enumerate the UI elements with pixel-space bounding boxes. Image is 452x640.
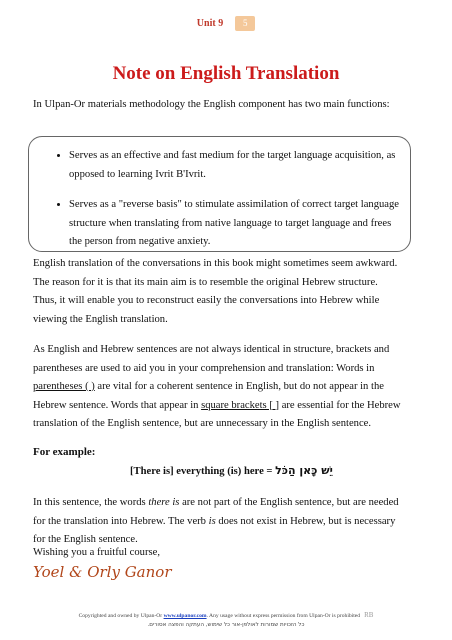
parentheses-term: parentheses ( ) [33,381,95,392]
copyright-line [0,611,452,619]
intro-paragraph: In Ulpan-Or materials methodology the English component has two main functions: [33,99,390,110]
square-brackets-term: square brackets [ ] [201,399,280,411]
page-footer [0,611,452,628]
page-title: Note on English Translation [112,63,340,84]
list-item: • Serves as an effective and fast medium for the target language acquisition, as opposed to learning Ivrit B'Ivrit. [69,147,402,184]
page-header [0,14,452,32]
example-hebrew: יֵשׁ כָּאן הַכֹּל [275,464,333,477]
brackets-paragraph [33,341,403,434]
hebrew-copyright: כל הזכויות שמורות לאולפן-אור כל שימוש, העתקה והפצה אסורים. [147,622,305,628]
italic-term: there is [148,497,180,508]
brackets-text: are vital for a coherent sentence in English, but do not appear in the Hebrew sentence. Words that appear in [33,381,384,411]
example-sentence [130,464,333,477]
explanation-paragraph [33,494,403,550]
explanation-text: In this sentence, the words [33,497,149,508]
brackets-text: As English and Hebrew sentences are not always identical in structure, brackets and parentheses are used to aid you in your comprehension and translation: Words in [33,344,390,374]
translation-paragraph: English translation of the conversations in this book might sometimes seem awkward. The reason for it is that its main aim is to resemble the original Hebrew structure. Thus, it will enable you to reconstruct easily the conversations into Hebrew while viewing the English translation. [33,258,398,325]
functions-list [29,137,410,252]
signature: Yoel & Orly Ganor [33,563,172,581]
copyright-text: . Any usage without express permission from Ulpan-Or is prohibited [206,613,361,619]
example-label: For example: [33,446,96,458]
copyright-text: Copyrighted and owned by Ulpan-Or [78,613,164,619]
website-link[interactable]: www.ulpanor.com [163,613,207,619]
functions-box [28,136,411,252]
unit-label: Unit 9 [196,17,224,29]
rb-mark: RB [364,611,374,619]
list-item: • Serves as a "reverse basis" to stimulate assimilation of correct target language structure when translating from native language to target language and frees the person from negative anxiety. [69,196,402,252]
closing-line: Wishing you a fruitful course, [33,547,160,558]
brackets-text: are essential for the Hebrew translation of the English sentence, but are unnecessary in the English sentence. [33,399,401,429]
example-english: [There is] everything (is) here = [130,466,276,477]
page-number-badge: 5 [235,16,255,31]
explanation-text: are not part of the English sentence, but are needed for the translation into Hebrew. The verb [33,497,399,527]
italic-term: is [208,515,216,527]
explanation-text: does not exist in Hebrew, but is necessary for the English sentence. [33,515,396,545]
